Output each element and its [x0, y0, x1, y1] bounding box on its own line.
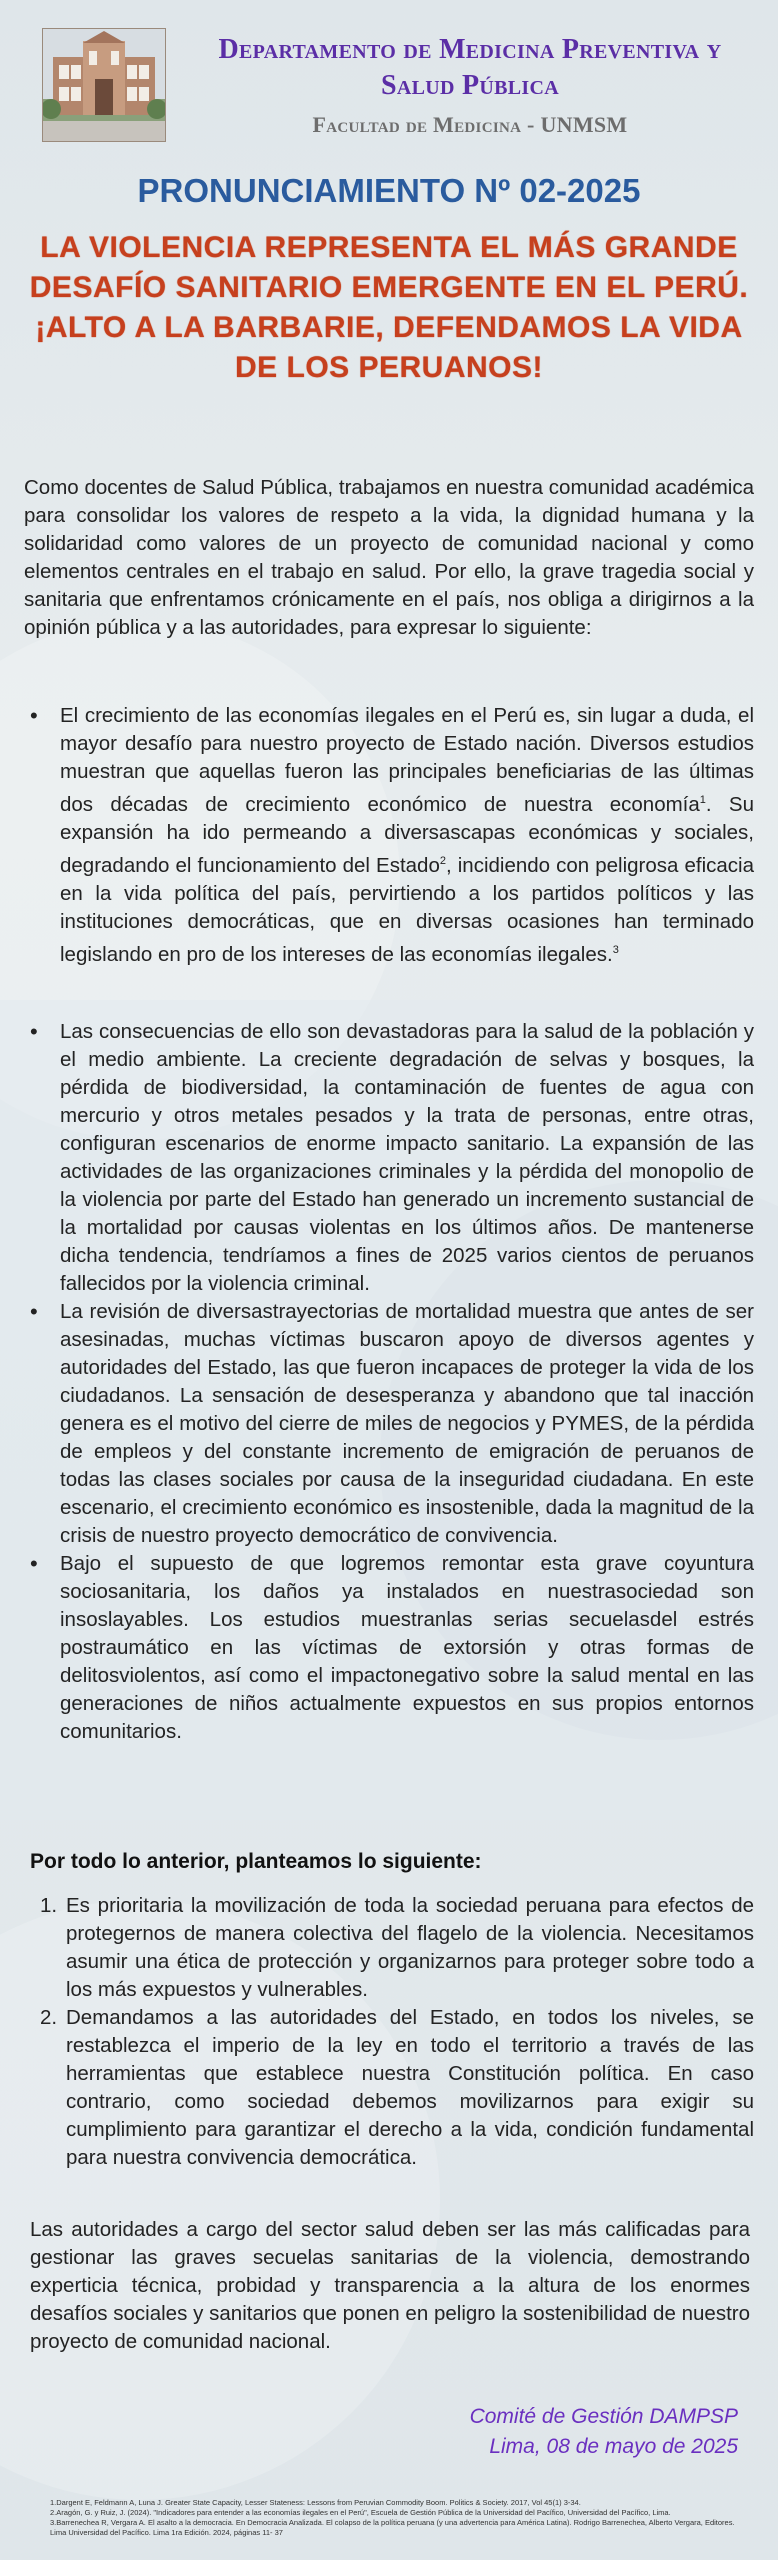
footnotes [50, 2498, 750, 2538]
conclusion-title: Por todo lo anterior, planteamos lo siguiente: [30, 1850, 482, 1873]
footnote: 1.Dargent E, Feldmann A, Luna J. Greater State Capacity, Lesser Stateness: Lessons from Peruvian Commodity Boom. Politics & Society. 2017, Vol 45(1) 3-34. [50, 2498, 581, 2507]
item-number: 2. [40, 2006, 58, 2029]
numbered-item [40, 2004, 754, 2172]
numbered-list [0, 1892, 754, 2172]
bullet-text: El crecimiento de las economías ilegales en el Perú es, sin lugar a duda, el mayor desafío para nuestro proyecto de Estado nación. Diversos estudios muestran que aquellas fueron las principales beneficiarias de las últimas dos décadas de crecimiento económico de nuestra economía [60, 704, 754, 816]
headline-line-2: ¡ALTO A LA BARBARIE, DEFENDAMOS LA VIDA DE LOS PERUANOS! [35, 311, 743, 384]
pronouncement-title: PRONUNCIAMIENTO Nº 02-2025 [137, 172, 641, 209]
bullet-list-1 [0, 702, 754, 968]
bullet-item-aftermath: • Bajo el supuesto de que logremos remontar esta grave coyuntura sociosanitaria, los daños ya instalados en nuestrasociedad son insoslayables. Los estudios muestranlas serias secuelasdel estrés postraumático en las víctimas de extorsión y otras formas de delitosviolentos, así como el impactonegativo sobre la salud mental en las generaciones de niños actualmente expuestos en sus propios entornos comunitarios. [60, 1550, 754, 1746]
bullet-item-consequences: • Las consecuencias de ello son devastadoras para la salud de la población y el medio ambiente. La creciente degradación de selvas y bosques, la pérdida de biodiversidad, la contaminación de fuentes de agua con mercurio y otros metales pesados y la trata de personas, entre otras, configuran escenarios de enorme impacto sanitario. La expansión de las actividades de las organizaciones criminales y la pérdida del monopolio de la violencia por parte del Estado han generado un incremento sustancial de la mortalidad por causas violentas en los últimos años. De mantenerse dicha tendencia, tendríamos a fines de 2025 varios cientos de peruanos fallecidos por la violencia criminal. [60, 1018, 754, 1298]
signature [470, 2402, 738, 2462]
numbered-item [40, 1892, 754, 2004]
intro-paragraph: Como docentes de Salud Pública, trabajamos en nuestra comunidad académica para consolidar los valores de respeto a la vida, la dignidad humana y la solidaridad como valores de un proyecto de comunidad nacional y como elementos centrales en el trabajo en salud. Por ello, la grave tragedia social y sanitaria que enfrentamos crónicamente en el país, nos obliga a dirigirnos a la opinión pública y a las autoridades, para expresar lo siguiente: [24, 476, 754, 639]
header [0, 0, 778, 160]
bullet-list-2 [0, 1018, 754, 1746]
signature-date: Lima, 08 de mayo de 2025 [489, 2435, 738, 2458]
item-text: Es prioritaria la movilización de toda la sociedad peruana para efectos de protegernos de manera colectiva del flagelo de la violencia. Necesitamos asumir una ética de protección y organizarnos para proteger sobre todo a los más expuestos y vulnerables. [66, 1894, 754, 2001]
item-number: 1. [40, 1894, 58, 1917]
bullet-text: , incidiendo con peligrosa eficacia en la vida política del país, pervirtiendo a los partidos políticos y las instituciones democráticas, que en diversas ocasiones han terminado legislando en pro de los intereses de las economías ilegales. [60, 853, 754, 966]
item-text: Demandamos a las autoridades del Estado, en todos los niveles, se restablezca el imperio de la ley en todo el territorio a través de las herramientas que establece nuestra Constitución política. En caso contrario, como sociedad debemos movilizarnos para exigir su cumplimiento para garantizar el derecho a la vida, condición fundamental para nuestra convivencia democrática. [66, 2006, 754, 2169]
building-image [43, 29, 165, 141]
footnote-ref: 1 [699, 794, 706, 806]
signature-committee: Comité de Gestión DAMPSP [469, 2405, 738, 2428]
footnote-ref: 3 [612, 943, 619, 956]
headline-line-1: LA VIOLENCIA REPRESENTA EL MÁS GRANDE DESAFÍO SANITARIO EMERGENTE EN EL PERÚ. [29, 231, 749, 304]
bullet-item-economies [60, 702, 754, 968]
footnote-ref: 2 [439, 854, 446, 867]
faculty-building-logo [42, 28, 166, 142]
bullet-text: . Su expansión ha ido permeando a diversascapas económicas y sociales, degradando el funcionamiento del Estado [60, 792, 754, 877]
faculty-name: Facultad de Medicina - UNMSM [312, 112, 628, 137]
footnote: 2.Aragón, G. y Ruiz, J. (2024). "Indicadores para entender a las economías ilegales en el Perú", Escuela de Gestión Pública de la Universidad del Pacífico, Universidad del Pacífico, Lima. [50, 2508, 671, 2517]
bullet-item-mortality: • La revisión de diversastrayectorias de mortalidad muestra que antes de ser asesinadas, muchas víctimas buscaron apoyo de diversos agentes y autoridades del Estado, las que fueron incapaces de proteger la vida de los ciudadanos. La sensación de desesperanza y abandono que tal inacción genera es el motivo del cierre de miles de negocios y PYMES, de la pérdida de empleos y del constante incremento de emigración de peruanos de todas las clases sociales por causa de la inseguridad ciudadana. En este escenario, el crecimiento económico es insostenible, dada la magnitud de la crisis de nuestro proyecto democrático de convivencia. [60, 1298, 754, 1550]
closing-paragraph: Las autoridades a cargo del sector salud deben ser las más calificadas para gestionar las graves secuelas sanitarias de la violencia, demostrando experticia técnica, probidad y transparencia a la altura de los enormes desafíos sociales y sanitarios que ponen en peligro la sostenibilidad de nuestro proyecto de comunidad nacional. [30, 2218, 750, 2353]
headline [20, 228, 758, 388]
footnote: 3.Barrenechea R, Vergara A. El asalto a la democracia. En Democracia Analizada. El colapso de la política peruana (y una advertencia para América Latina). Rodrigo Barrenechea, Alberto Vergara, Editores. Lima Universidad del Pacífico. Lima 1ra Edición. 2024, páginas 11- 37 [50, 2518, 735, 2537]
department-name: Departamento de Medicina Preventiva y Salud Pública [218, 34, 722, 101]
